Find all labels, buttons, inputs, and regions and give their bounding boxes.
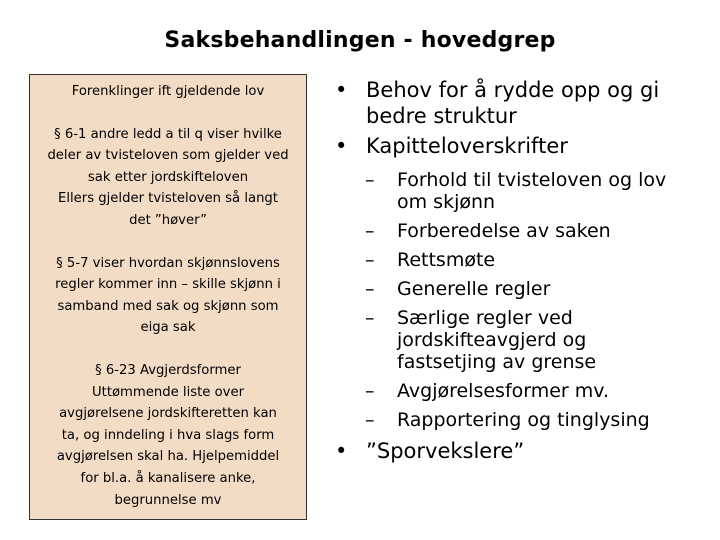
sub-text: Forberedelse av saken xyxy=(397,220,611,242)
text-line: samband med sak og skjønn som xyxy=(57,298,279,314)
left-textbox xyxy=(29,74,307,520)
sub-item xyxy=(332,380,717,402)
sub-text: Særlige regler ved xyxy=(397,307,573,329)
bullet-text: bedre struktur xyxy=(366,104,517,128)
text-line: Ellers gjelder tvisteloven så langt xyxy=(58,191,278,207)
text-line: deler av tvisteloven som gjelder ved xyxy=(47,148,289,164)
text-line: eiga sak xyxy=(140,320,196,336)
bullet-glyph: • xyxy=(335,439,348,463)
dash-glyph: – xyxy=(365,169,375,191)
sub-item xyxy=(332,169,717,213)
text-line: § 5-7 viser hvordan skjønnslovens xyxy=(56,255,280,271)
sub-text: jordskifteavgjerd og xyxy=(397,329,587,351)
bullet-text: Behov for å rydde opp og gi xyxy=(366,78,660,102)
sub-item xyxy=(332,220,717,242)
sub-item xyxy=(332,249,717,271)
dash-glyph: – xyxy=(365,220,375,242)
sub-item xyxy=(332,307,717,373)
dash-glyph: – xyxy=(365,409,375,431)
section-6-23 xyxy=(32,360,304,511)
dash-glyph: – xyxy=(365,380,375,402)
section-5-7 xyxy=(32,253,304,339)
sub-text: Generelle regler xyxy=(397,278,551,300)
text-line: for bl.a. å kanalisere anke, xyxy=(80,470,256,486)
text-line: avgjørelsene jordskifteretten kan xyxy=(59,406,277,422)
section-6-1 xyxy=(32,124,304,232)
bullet-glyph: • xyxy=(335,78,348,102)
bullet-text: Kapitteloverskrifter xyxy=(366,134,568,158)
sub-text: Rapportering og tinglysing xyxy=(397,409,650,431)
left-box-heading: Forenklinger ift gjeldende lov xyxy=(71,84,265,99)
sub-text: om skjønn xyxy=(397,191,496,213)
sub-text: fastsetjing av grense xyxy=(397,351,597,373)
text-line: § 6-1 andre ledd a til q viser hvilke xyxy=(54,126,282,142)
bullet-list xyxy=(332,77,717,464)
text-line: Uttømmende liste over xyxy=(92,384,244,400)
sub-text: Rettsmøte xyxy=(397,249,496,271)
text-line: begrunnelse mv xyxy=(114,492,222,508)
bullet-glyph: • xyxy=(335,134,348,158)
sub-text: Forhold til tvisteloven og lov xyxy=(397,169,667,191)
bullet-item xyxy=(332,77,717,129)
text-line: sak etter jordskifteloven xyxy=(87,169,249,185)
text-line: ta, og inndeling i hva slags form xyxy=(61,427,275,443)
text-line: regler kommer inn – skille skjønn i xyxy=(55,277,281,293)
text-line: det ”høver” xyxy=(129,212,207,228)
bullet-item xyxy=(332,133,717,159)
bullet-text: ”Sporvekslere” xyxy=(366,439,525,463)
sub-item xyxy=(332,409,717,431)
sub-item xyxy=(332,278,717,300)
dash-glyph: – xyxy=(365,249,375,271)
text-line: avgjørelsen skal ha. Hjelpemiddel xyxy=(56,449,280,465)
slide-title: Saksbehandlingen - hovedgrep xyxy=(164,28,556,53)
sub-text: Avgjørelsesformer mv. xyxy=(397,380,610,402)
dash-glyph: – xyxy=(365,278,375,300)
bullet-item xyxy=(332,438,717,464)
sub-list xyxy=(332,169,717,431)
text-line: § 6-23 Avgjerdsformer xyxy=(95,362,241,378)
dash-glyph: – xyxy=(365,307,375,329)
